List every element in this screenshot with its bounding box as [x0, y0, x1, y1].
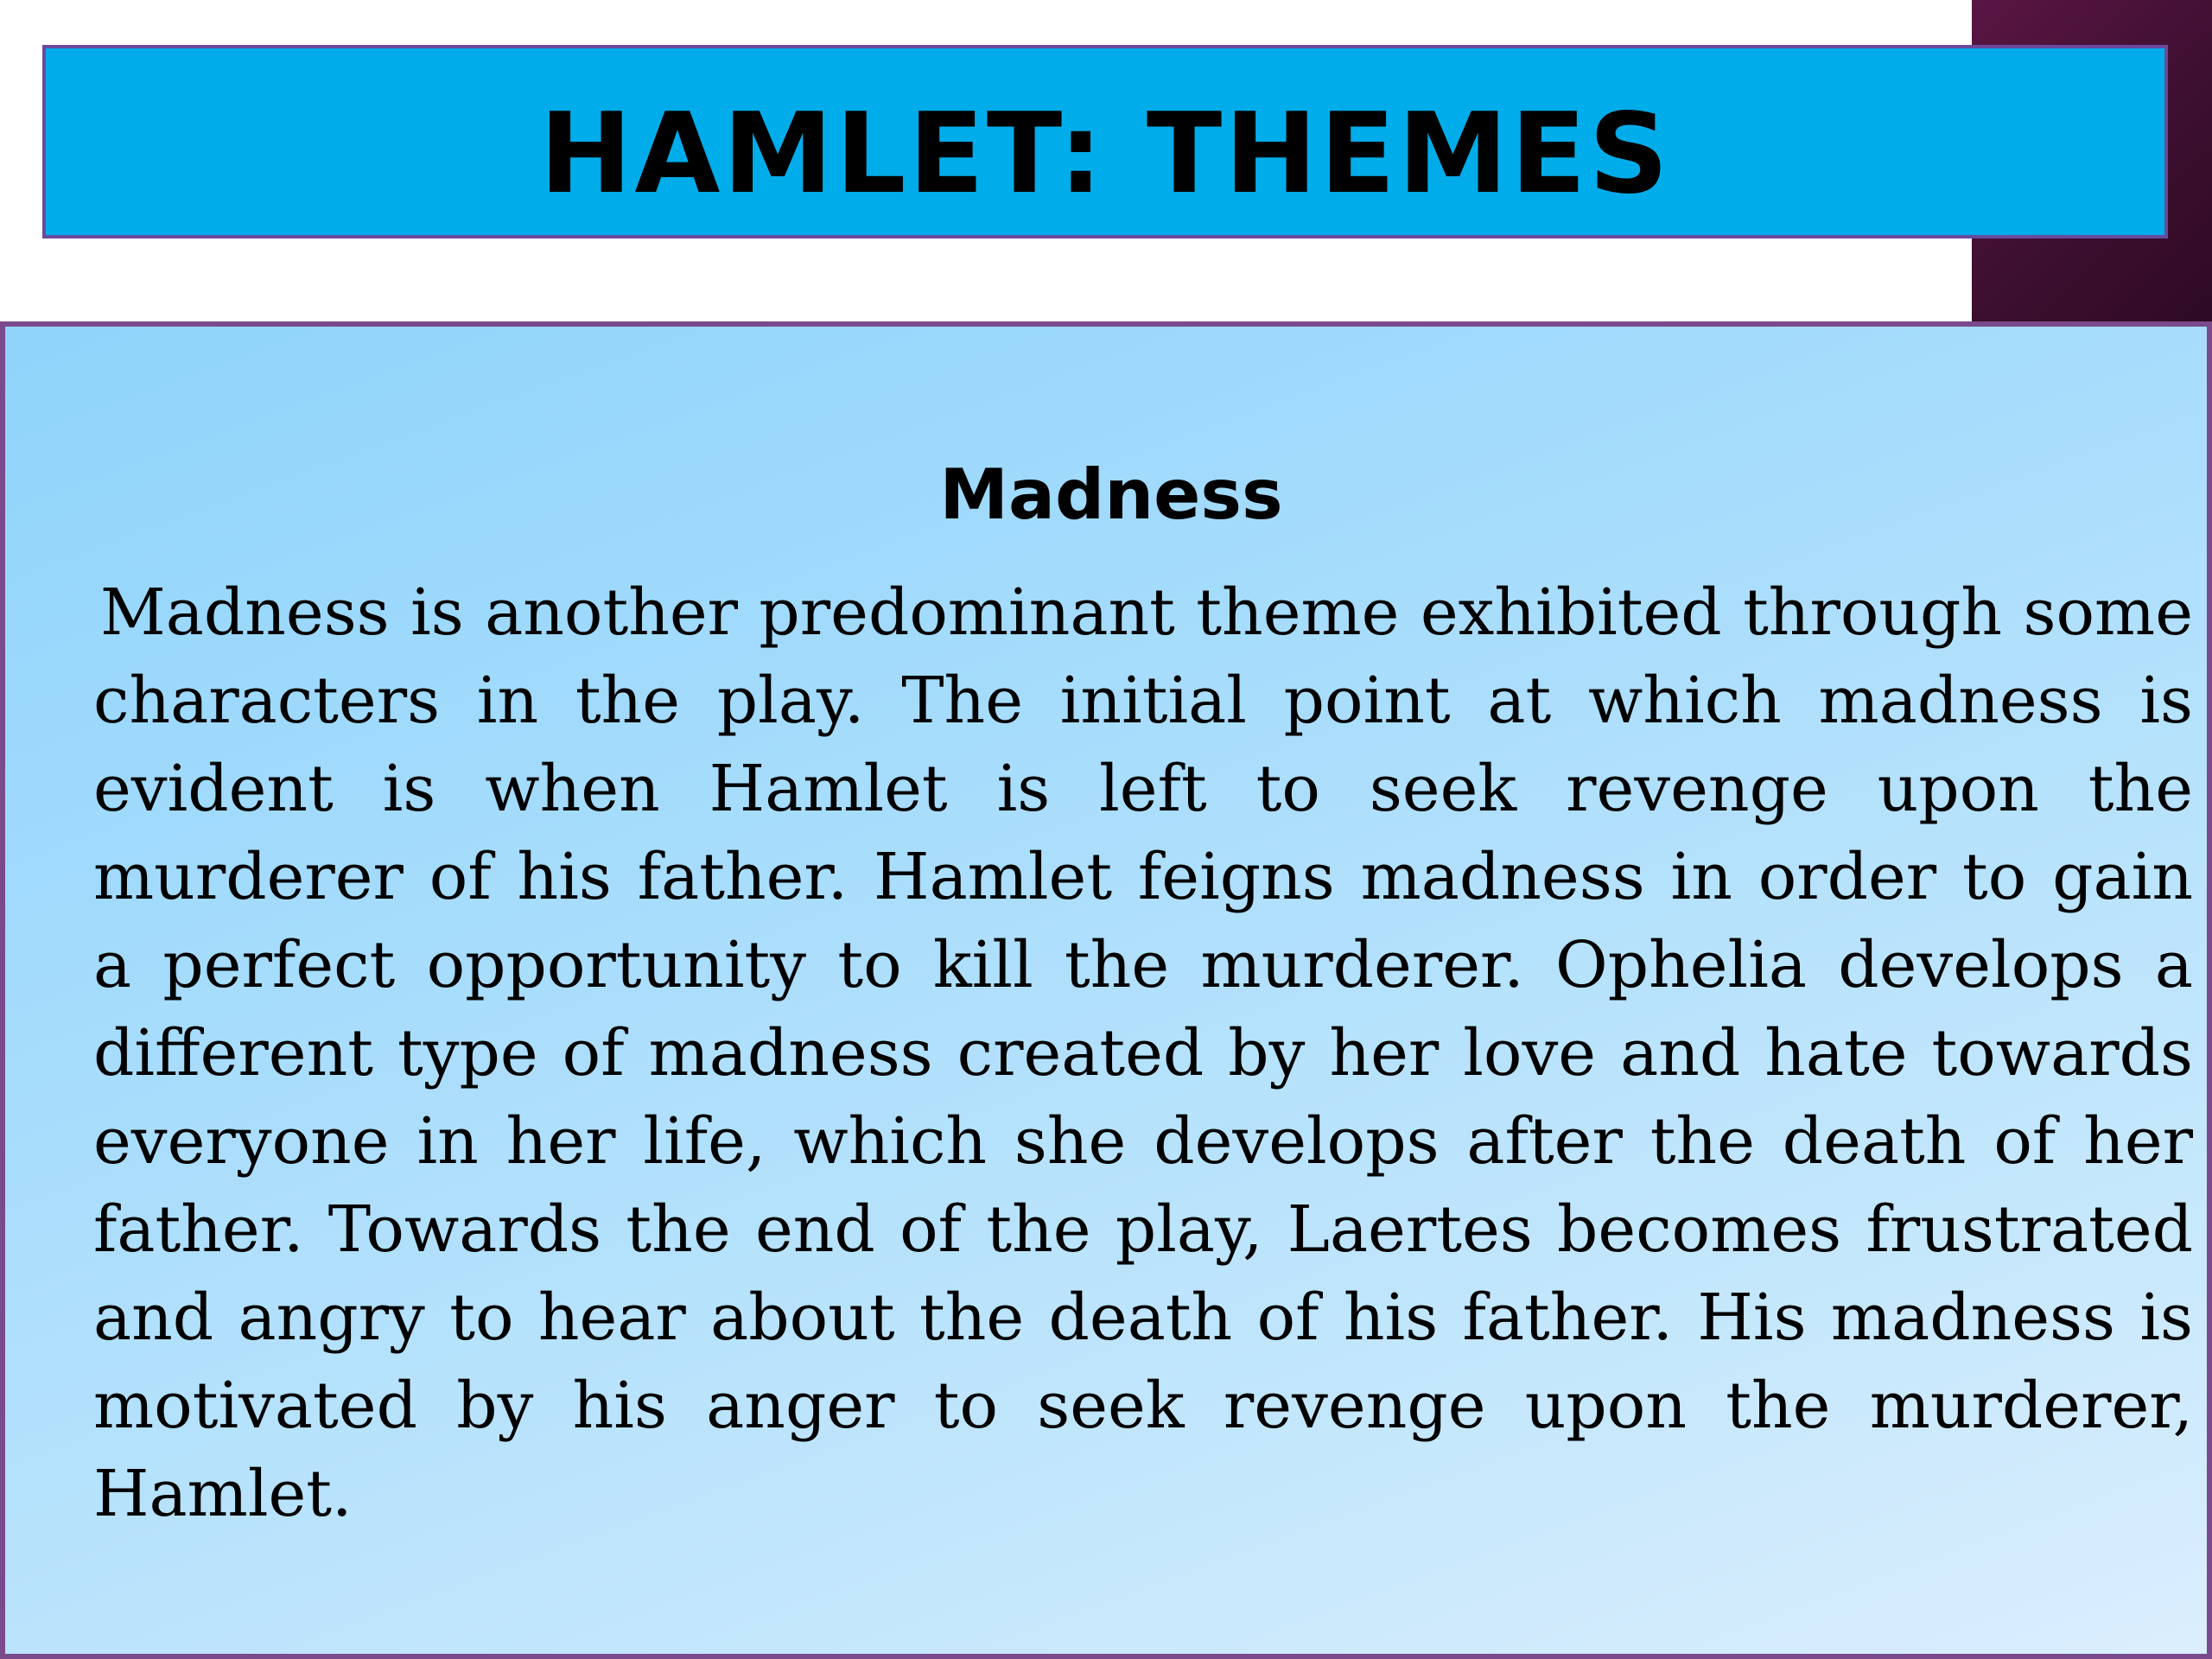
slide-title: HAMLET: THEMES	[539, 89, 1671, 219]
section-heading: Madness	[939, 454, 1283, 535]
title-bar	[42, 45, 2168, 238]
body-paragraph: Madness is another predominant theme exhibited through some characters in the play. The initial point at which madness is evident is when Hamlet is left to seek revenge upon the murderer of his father. Hamlet feigns madness in order to gain a perfect opportunity to kill the murderer. Ophelia develops a different type of madness created by her love and hate towards everyone in her life, which she develops after the death of her father. Towards the end of the play, Laertes becomes frustrated and angry to hear about the death of his father. His madness is motivated by his anger to seek revenge upon the murderer, Hamlet.	[93, 575, 2193, 1531]
content-panel	[0, 321, 2212, 1659]
